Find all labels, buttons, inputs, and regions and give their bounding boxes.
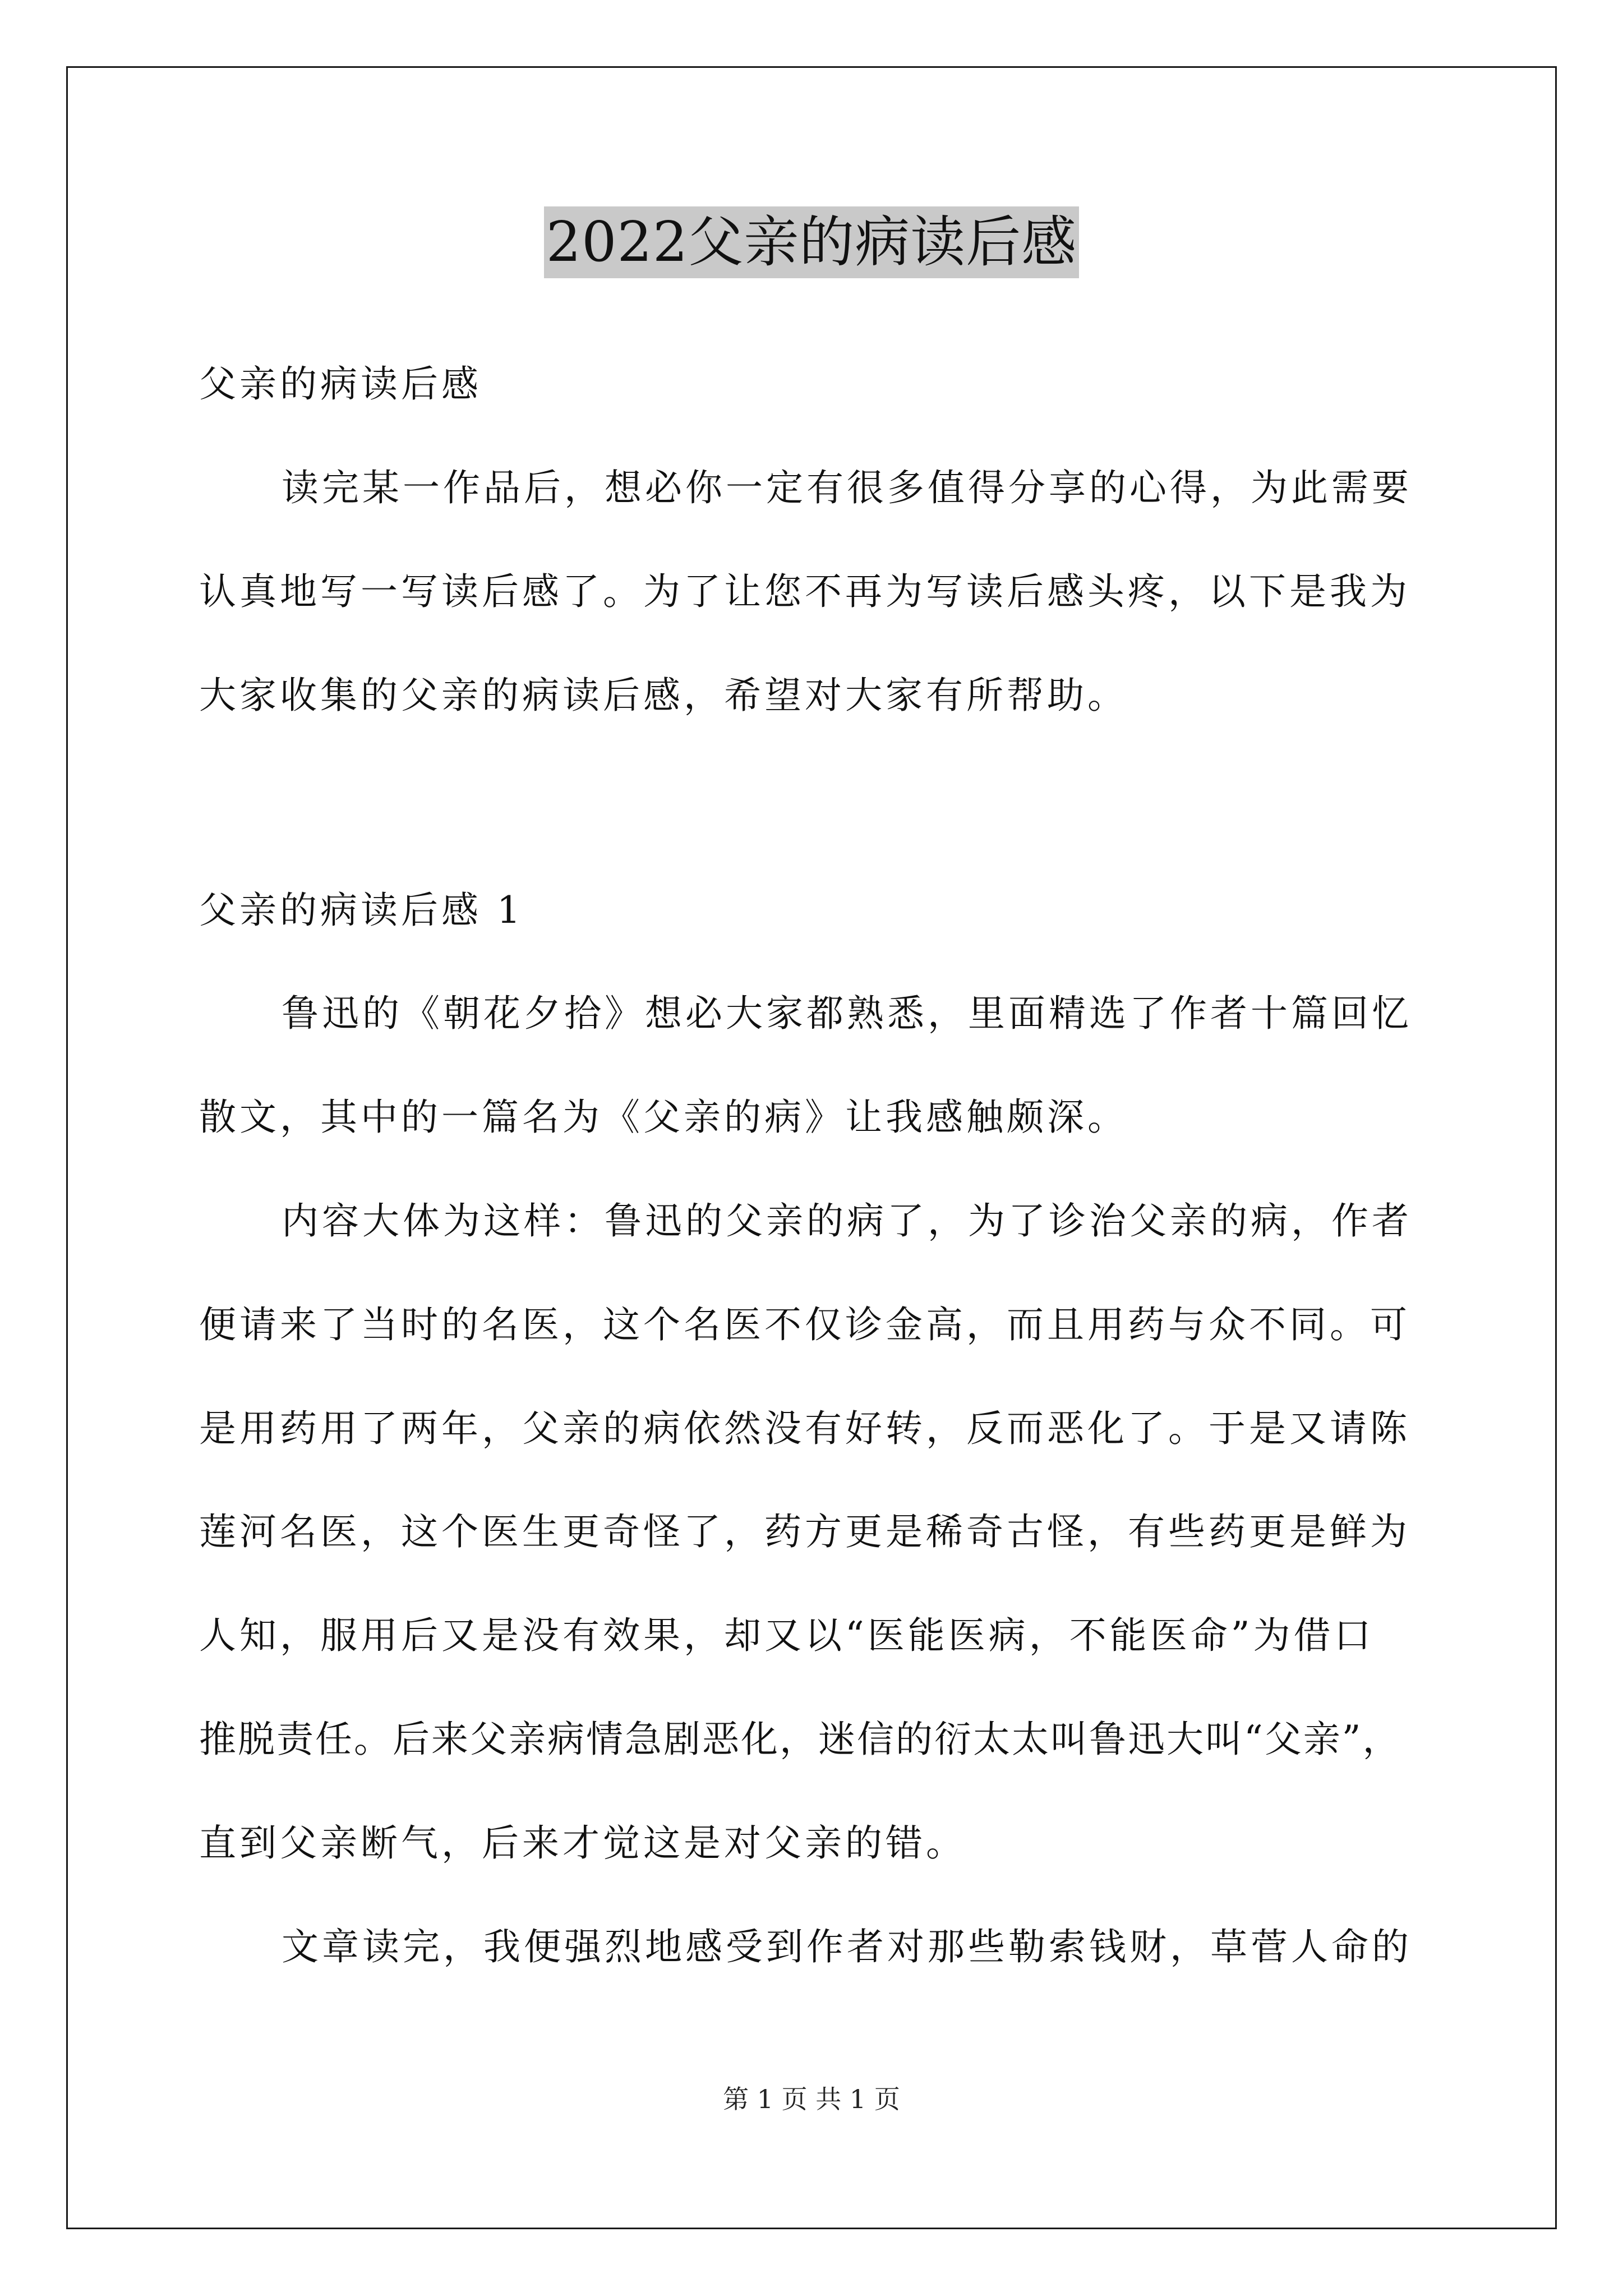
body-paragraph-line: 人知，服用后又是没有效果，却又以“医能医病，不能医命”为借口 — [199, 1614, 1375, 1657]
intro-paragraph-line: 认真地写一写读后感了。为了让您不再为写读后感头疼，以下是我为 — [199, 570, 1410, 613]
body-paragraph-line: 直到父亲断气，后来才觉这是对父亲的错。 — [199, 1821, 966, 1865]
body-paragraph-line: 文章读完，我便强烈地感受到作者对那些勒索钱财，草菅人命的 — [282, 1925, 1412, 1968]
page-footer: 第 1 页 共 1 页 — [723, 2084, 900, 2114]
intro-paragraph-line: 读完某一作品后，想必你一定有很多值得分享的心得，为此需要 — [282, 466, 1412, 509]
title-container — [0, 206, 1623, 278]
intro-paragraph-line: 大家收集的父亲的病读后感，希望对大家有所帮助。 — [199, 674, 1128, 717]
body-paragraph-line: 推脱责任。后来父亲病情急剧恶化，迷信的衍太太叫鲁迅大叫“父亲”， — [199, 1718, 1401, 1761]
document-subtitle: 父亲的病读后感 — [199, 362, 482, 406]
body-paragraph-line: 内容大体为这样：鲁迅的父亲的病了，为了诊治父亲的病，作者 — [282, 1199, 1412, 1243]
body-paragraph-line: 莲河名医，这个医生更奇怪了，药方更是稀奇古怪，有些药更是鲜为 — [199, 1510, 1410, 1553]
body-paragraph-line: 散文，其中的一篇名为《父亲的病》让我感触颇深。 — [199, 1096, 1128, 1139]
body-paragraph-line: 便请来了当时的名医，这个名医不仅诊金高，而且用药与众不同。可 — [199, 1303, 1410, 1346]
document-title: 2022父亲的病读后感 — [544, 206, 1079, 278]
section-heading: 父亲的病读后感 1 — [199, 889, 524, 932]
body-paragraph-line: 是用药用了两年，父亲的病依然没有好转，反而恶化了。于是又请陈 — [199, 1407, 1410, 1450]
body-paragraph-line: 鲁迅的《朝花夕拾》想必大家都熟悉，里面精选了作者十篇回忆 — [282, 992, 1412, 1035]
